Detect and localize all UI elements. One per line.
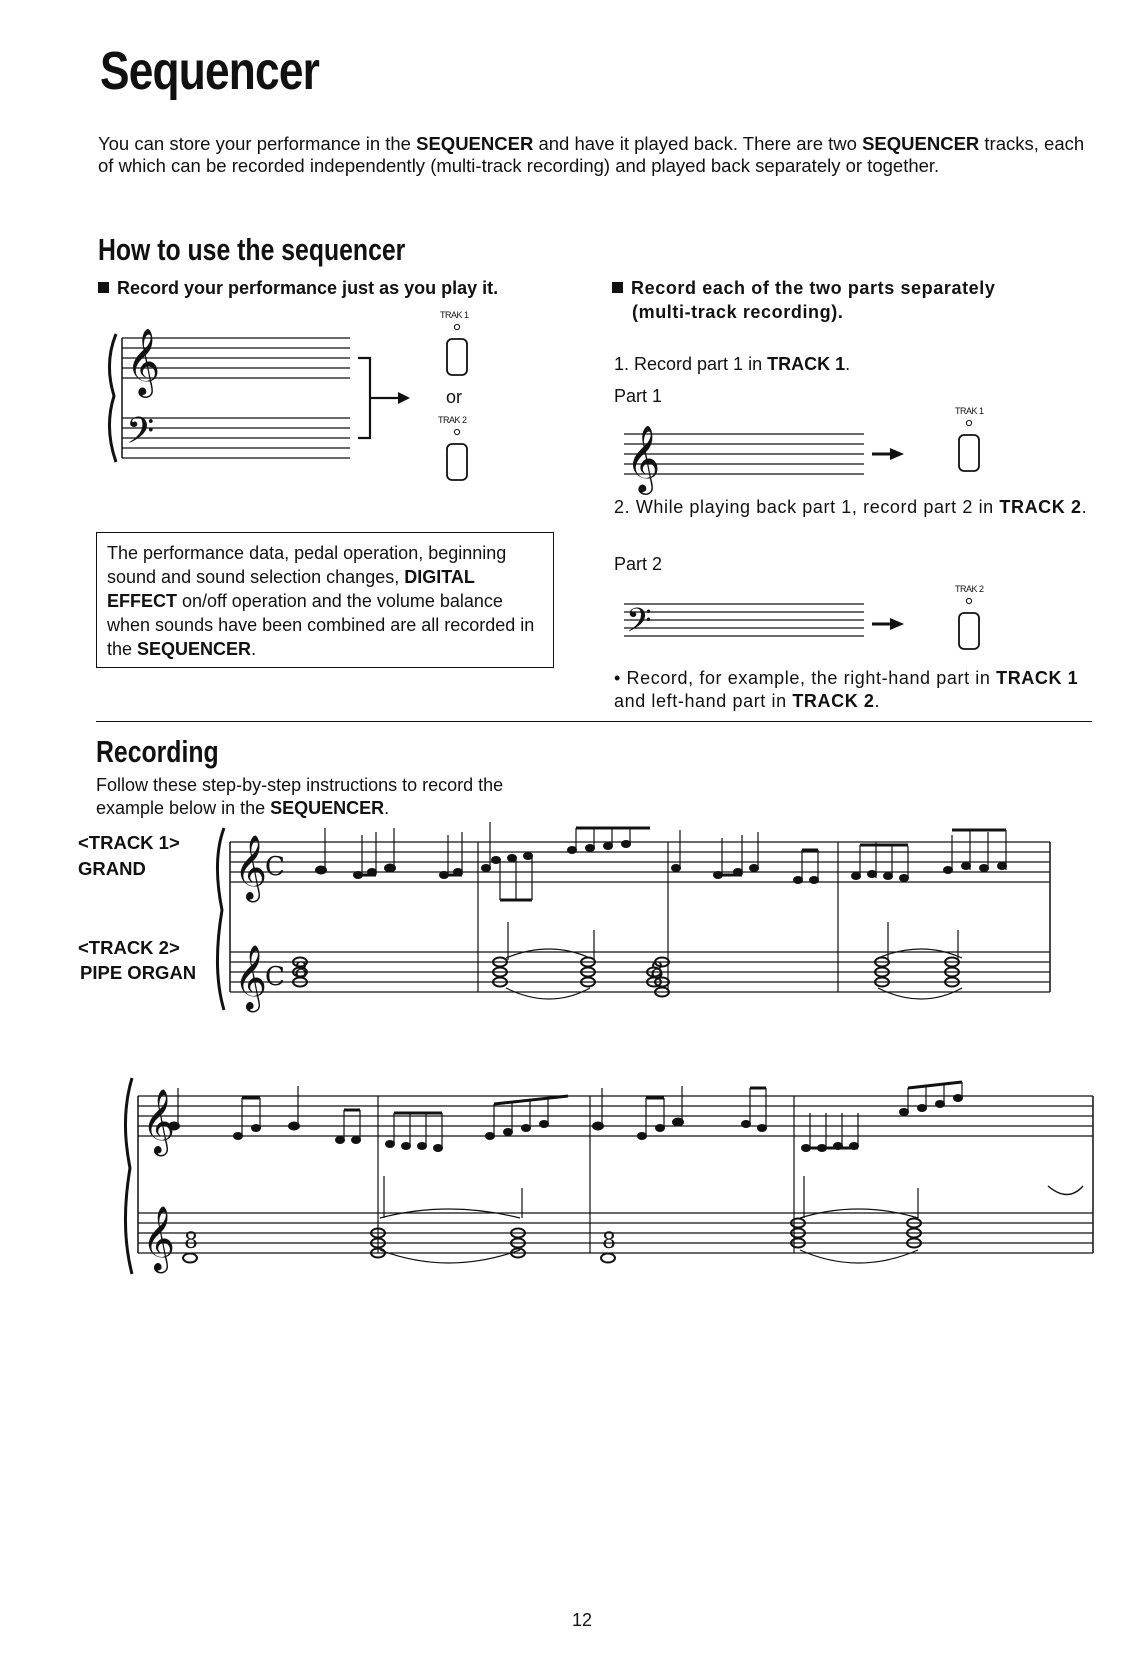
part2-track-label: TRAK 2	[955, 584, 984, 594]
part1-track-label: TRAK 1	[955, 406, 984, 416]
part2-bass-staff	[624, 594, 924, 654]
step2: 2. While playing back part 1, record part 2 in TRACK 2.	[614, 497, 1088, 517]
svg-text:8: 8	[294, 959, 308, 984]
svg-text:𝄞: 𝄞	[142, 1089, 176, 1154]
track2-name: <TRACK 2>	[78, 937, 180, 958]
svg-text:𝄞: 𝄞	[626, 424, 661, 492]
bullet-square-icon	[98, 282, 109, 293]
part1-track1-button-icon[interactable]	[958, 419, 982, 475]
left-bullet: Record your performance just as you play it.	[98, 276, 498, 300]
svg-text:8: 8	[602, 1229, 616, 1254]
time-signature-lower: C	[265, 962, 285, 992]
svg-text:𝄢: 𝄢	[126, 410, 155, 461]
svg-text:𝄞: 𝄞	[234, 945, 268, 1010]
svg-text:8: 8	[650, 959, 664, 984]
recording-instructions: Follow these step-by-step instructions to record the example below in the SEQUENCER.	[96, 775, 504, 818]
svg-text:8: 8	[184, 1229, 198, 1254]
svg-text:𝄢: 𝄢	[626, 602, 652, 648]
track2-sound: PIPE ORGAN	[80, 962, 197, 983]
grand-staff-diagram	[100, 318, 500, 488]
example-bullet: • Record, for example, the right-hand part in TRACK 1 and left-hand part in TRACK 2.	[614, 668, 1079, 711]
page-title: Sequencer	[100, 41, 320, 101]
part2-label: Part 2	[614, 554, 663, 574]
intro-paragraph: You can store your performance in the SEQUENCER and have it played back. There are two SEQUENCER tracks, each of which can be recorded independently (multi-track recording) and played back separately or together.	[98, 133, 1085, 176]
step1: 1. Record part 1 in TRACK 1.	[614, 354, 851, 374]
part2-track2-button-icon[interactable]	[958, 597, 982, 653]
info-box: The performance data, pedal operation, beginning sound and sound selection changes, DIGITAL EFFECT on/off operation and the volume balance when sounds have been combined are all recorded in the SEQUENCER.	[96, 532, 554, 668]
bullet-square-icon	[612, 282, 623, 293]
right-bullet: Record each of the two parts separately (multi-track recording).	[612, 276, 1092, 324]
part1-label: Part 1	[614, 386, 663, 406]
track2-label: TRAK 2	[438, 415, 467, 425]
svg-text:𝄞: 𝄞	[142, 1206, 176, 1271]
time-signature-upper: C	[265, 852, 285, 882]
track1-name: <TRACK 1>	[78, 832, 180, 853]
score-system-1	[210, 820, 1060, 1020]
svg-text:𝄞: 𝄞	[126, 327, 161, 395]
page-number: 12	[572, 1610, 593, 1630]
section-heading-recording: Recording	[96, 734, 219, 769]
track1-label: TRAK 1	[440, 310, 469, 320]
track1-sound: GRAND	[78, 858, 146, 879]
part1-treble-staff	[624, 418, 924, 498]
svg-text:𝄞: 𝄞	[234, 835, 268, 900]
track2-button-icon[interactable]	[446, 428, 470, 484]
or-text: or	[446, 387, 463, 407]
section-heading-how-to: How to use the sequencer	[98, 232, 406, 267]
section-divider	[96, 721, 1092, 722]
track1-button-icon[interactable]	[446, 323, 470, 379]
score-system-2	[118, 1068, 1098, 1288]
